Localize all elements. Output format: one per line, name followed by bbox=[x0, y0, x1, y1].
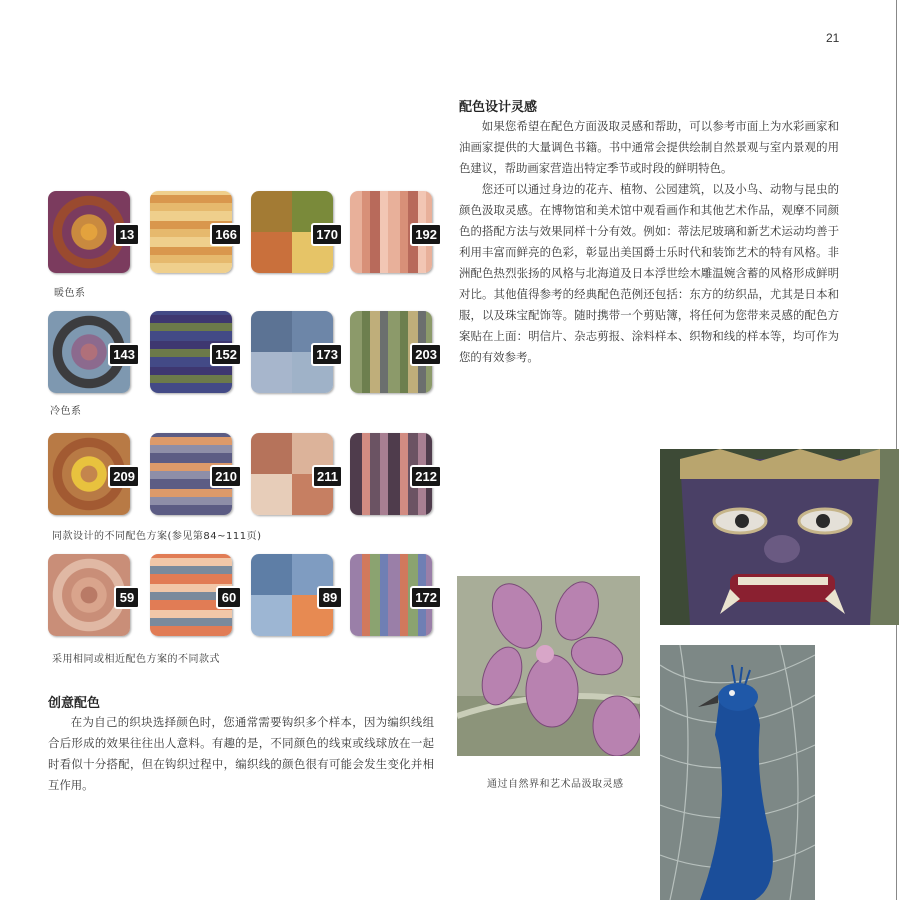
crochet-swatch bbox=[150, 311, 237, 393]
swatch-row-label: 暖色系 bbox=[54, 288, 86, 299]
mask-illustration bbox=[660, 449, 899, 625]
mask-photo bbox=[660, 449, 899, 625]
orchid-illustration bbox=[457, 576, 640, 756]
swatch-number-badge: 170 bbox=[311, 223, 343, 246]
inspiration-paragraph-1: 如果您希望在配色方面汲取灵感和帮助，可以参考市面上为水彩画家和油画家提供的大量调色书籍。书中通常会提供绘制自然景观与室内景观的用色建议，帮助画家营造出特定季节或时段的鲜明特色。 bbox=[459, 119, 839, 175]
crochet-swatch bbox=[251, 433, 338, 515]
swatch-number-badge: 166 bbox=[210, 223, 242, 246]
photo-caption: 通过自然界和艺术品汲取灵感 bbox=[487, 779, 624, 790]
swatch-number-badge: 209 bbox=[108, 465, 140, 488]
peacock-photo bbox=[660, 645, 815, 900]
crochet-swatch bbox=[150, 191, 237, 273]
swatch-number-badge: 203 bbox=[410, 343, 442, 366]
crochet-swatch bbox=[350, 433, 437, 515]
swatch-number-badge: 210 bbox=[210, 465, 242, 488]
creative-paragraph: 在为自己的织块选择颜色时，您通常需要钩织多个样本，因为编织线组合后形成的效果往往出人意料。有趣的是，不同颜色的线束或线球放在一起时看似十分搭配，但在钩织过程中，编织线的颜色很有可能会发生变化并相互作用。 bbox=[48, 715, 434, 792]
swatch-number-badge: 59 bbox=[114, 586, 140, 609]
crochet-swatch bbox=[350, 554, 437, 636]
crochet-swatch bbox=[48, 191, 135, 273]
crochet-swatch bbox=[251, 311, 338, 393]
swatch-row-label: 采用相同或相近配色方案的不同款式 bbox=[52, 654, 220, 665]
orchid-photo bbox=[457, 576, 640, 756]
swatch-number-badge: 152 bbox=[210, 343, 242, 366]
swatch-number-badge: 212 bbox=[410, 465, 442, 488]
swatch-number-badge: 143 bbox=[108, 343, 140, 366]
crochet-swatch bbox=[350, 191, 437, 273]
swatch-number-badge: 192 bbox=[410, 223, 442, 246]
crochet-swatch bbox=[150, 554, 237, 636]
swatch-number-badge: 173 bbox=[311, 343, 343, 366]
crochet-swatch bbox=[48, 311, 135, 393]
crochet-swatch bbox=[48, 554, 135, 636]
crochet-swatch bbox=[150, 433, 237, 515]
crochet-swatch bbox=[251, 554, 338, 636]
inspiration-paragraph-2: 您还可以通过身边的花卉、植物、公园建筑，以及小鸟、动物与昆虫的颜色汲取灵感。在博物馆和美术馆中观看画作和其他艺术作品，观摩不同颜色的搭配方法与效果同样十分有效。例如：蒂法尼玻璃和新艺术运动均善于利用丰富而鲜亮的色彩，彰显出美国爵士乐时代和装饰艺术的特有风格。非洲配色热烈张扬的风格与北海道及日本浮世绘木雕温婉含蓄的风格形成鲜明对比。其他值得参考的经典配色范例还包括：东方的纺织品，尤其是日本和服，以及珠宝配饰等。随时携带一个剪贴簿，将任何为您带来灵感的配色方案贴在上面：明信片、杂志剪报、涂料样本、织物和线的样本等，均可作为您的有效参考。 bbox=[459, 182, 839, 364]
swatch-row-label: 同款设计的不同配色方案(参见第84~111页) bbox=[52, 531, 262, 542]
creative-heading: 创意配色 bbox=[48, 696, 101, 711]
swatch-number-badge: 211 bbox=[312, 465, 343, 488]
swatch-row-label: 冷色系 bbox=[50, 406, 82, 417]
crochet-swatch bbox=[48, 433, 135, 515]
inspiration-heading: 配色设计灵感 bbox=[459, 100, 538, 115]
swatch-number-badge: 172 bbox=[410, 586, 442, 609]
swatch-number-badge: 89 bbox=[317, 586, 343, 609]
swatch-number-badge: 60 bbox=[216, 586, 242, 609]
swatch-number-badge: 13 bbox=[114, 223, 140, 246]
page-number: 21 bbox=[826, 31, 840, 45]
peacock-illustration bbox=[660, 645, 815, 900]
crochet-swatch bbox=[251, 191, 338, 273]
crochet-swatch bbox=[350, 311, 437, 393]
